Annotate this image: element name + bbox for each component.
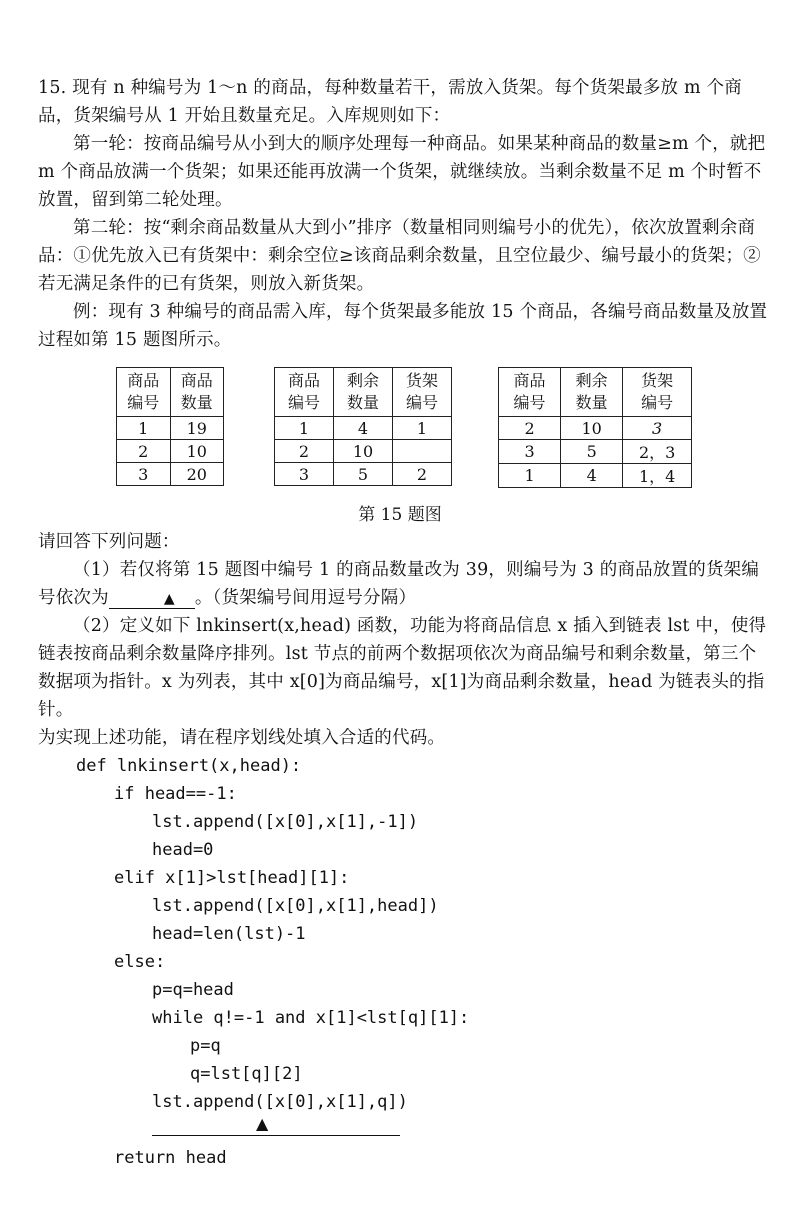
table-header: 商品 编号 bbox=[499, 368, 561, 417]
code-line: elif x[1]>lst[head][1]: bbox=[114, 868, 350, 888]
table-cell: 2，3 bbox=[623, 440, 692, 464]
code-line: lst.append([x[0],x[1],-1]) bbox=[152, 812, 419, 832]
sub-question-2: （2）定义如下 lnkinsert(x,head) 函数，功能为将商品信息 x 插入到链表 lst 中，使得链表按商品剩余数量降序排列。lst 节点的前两个数据项依次为商品编号和剩余数量，第三个数据项为指针。x 为列表，其中 x[0]为商品编号，x[1]为商品剩余数量，head 为链表头的指针。 bbox=[38, 616, 767, 720]
table-row bbox=[117, 417, 224, 440]
table-row bbox=[275, 463, 452, 486]
table-row bbox=[275, 440, 452, 463]
code-line: p=q bbox=[190, 1036, 221, 1056]
table-row bbox=[275, 417, 452, 440]
table-header: 商品 数量 bbox=[170, 368, 224, 417]
table-cell: 4 bbox=[561, 464, 623, 488]
table-row bbox=[499, 440, 692, 464]
q1-note: 。（货架编号间用逗号分隔） bbox=[194, 588, 417, 608]
answer-blank-1: ▲ bbox=[109, 590, 195, 609]
code-line: p=q=head bbox=[152, 980, 234, 1000]
table-cell: 2 bbox=[275, 440, 334, 463]
table-cell: 1 bbox=[117, 417, 171, 440]
code-line: head=0 bbox=[152, 840, 214, 860]
q1-text: （1）若仅将第 15 题图中编号 1 的商品数量改为 39，则编号为 3 的商品放置的货架编号依次为 bbox=[38, 560, 760, 608]
table-cell: 2 bbox=[499, 417, 561, 440]
figure-caption: 第 15 题图 bbox=[358, 505, 442, 525]
table-cell: 4 bbox=[334, 417, 393, 440]
table-row bbox=[117, 440, 224, 463]
table-cell: 10 bbox=[334, 440, 393, 463]
table-cell: 5 bbox=[561, 440, 623, 464]
table-header: 货架 编号 bbox=[623, 368, 692, 417]
sub-question-1 bbox=[38, 556, 770, 612]
code-line: head=len(lst)-1 bbox=[152, 924, 306, 944]
example-text: 例：现有 3 种编号的商品需入库，每个货架最多能放 15 个商品，各编号商品数量及放置过程如第 15 题图所示。 bbox=[38, 302, 768, 350]
table-row bbox=[499, 417, 692, 440]
table-cell: 19 bbox=[170, 417, 224, 440]
table-cell: 10 bbox=[170, 440, 224, 463]
prompt-text: 请回答下列问题： bbox=[38, 532, 180, 552]
blank-marker-triangle: ▲ bbox=[256, 1114, 269, 1133]
code-line: lst.append([x[0],x[1],q]) bbox=[152, 1092, 408, 1112]
table-cell: 2 bbox=[393, 463, 452, 486]
table-header: 剩余 数量 bbox=[334, 368, 393, 417]
table-cell bbox=[393, 440, 452, 463]
table-row bbox=[499, 464, 692, 488]
question-intro: 15. 现有 n 种编号为 1～n 的商品，每种数量若干，需放入货架。每个货架最多放 m 个商品，货架编号从 1 开始且数量充足。入库规则如下： bbox=[38, 78, 742, 126]
table-row bbox=[117, 463, 224, 486]
sub-question-2-instruction: 为实现上述功能，请在程序划线处填入合适的代码。 bbox=[38, 728, 446, 748]
table-header: 货架 编号 bbox=[393, 368, 452, 417]
table-round-one bbox=[274, 367, 452, 486]
round-one-rule: 第一轮：按商品编号从小到大的顺序处理每一种商品。如果某种商品的数量≥m 个，就把 m 个商品放满一个货架；如果还能再放满一个货架，就继续放。当剩余数量不足 m 个时暂不放置，留到第二轮处理。 bbox=[38, 134, 766, 210]
table-cell: 1 bbox=[275, 417, 334, 440]
code-line: q=lst[q][2] bbox=[190, 1064, 303, 1084]
code-line: else: bbox=[114, 952, 166, 972]
table-cell: 5 bbox=[334, 463, 393, 486]
table-round-two bbox=[498, 367, 692, 488]
table-header: 商品 编号 bbox=[275, 368, 334, 417]
table-initial-quantities bbox=[116, 367, 224, 486]
round-two-rule: 第二轮：按“剩余商品数量从大到小”排序（数量相同则编号小的优先），依次放置剩余商品：①优先放入已有货架中：剩余空位≥该商品剩余数量，且空位最少、编号最小的货架；②若无满足条件的已有货架，则放入新货架。 bbox=[38, 218, 761, 294]
code-line: def lnkinsert(x,head): bbox=[76, 756, 302, 776]
code-line: lst.append([x[0],x[1],head]) bbox=[152, 896, 439, 916]
table-header: 剩余 数量 bbox=[561, 368, 623, 417]
table-header: 商品 编号 bbox=[117, 368, 171, 417]
table-cell: 1 bbox=[499, 464, 561, 488]
table-cell: 3 bbox=[623, 417, 692, 440]
code-answer-blank bbox=[152, 1135, 400, 1136]
code-line: return head bbox=[114, 1148, 227, 1168]
table-cell: 3 bbox=[499, 440, 561, 464]
code-line: while q!=-1 and x[1]<lst[q][1]: bbox=[152, 1008, 470, 1028]
table-cell: 3 bbox=[117, 463, 171, 486]
table-cell: 20 bbox=[170, 463, 224, 486]
code-line: if head==-1: bbox=[114, 784, 237, 804]
table-cell: 3 bbox=[275, 463, 334, 486]
table-cell: 10 bbox=[561, 417, 623, 440]
table-cell: 2 bbox=[117, 440, 171, 463]
table-cell: 1，4 bbox=[623, 464, 692, 488]
table-cell: 1 bbox=[393, 417, 452, 440]
